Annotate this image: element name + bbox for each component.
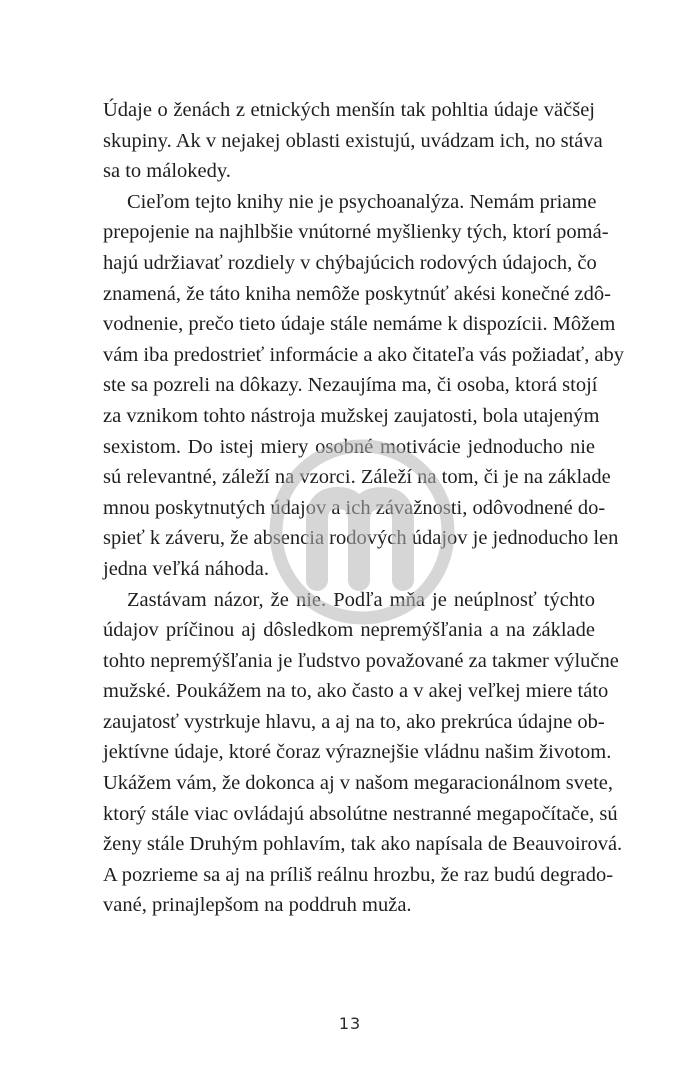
text-line: Cieľom tejto knihy nie je psychoanalýza. Nemám priame — [127, 190, 597, 213]
text-line: spieť k záveru, že absencia rodových údajov je jednoducho len — [103, 527, 619, 550]
text-line: sa to málokedy. — [103, 160, 231, 183]
text-line: vodnenie, prečo tieto údaje stále nemáme k dispozícii. Môžem — [103, 313, 616, 336]
text-line: skupiny. Ak v nejakej oblasti existujú, uvádzam ich, no stáva — [103, 129, 603, 152]
text-line: údajov príčinou aj dôsledkom nepremýšľania a na základe — [103, 619, 595, 642]
text-line: mužské. Poukážem na to, ako často a v akej veľkej miere táto — [103, 680, 609, 703]
text-line: ste sa pozreli na dôkazy. Nezaujíma ma, či osoba, ktorá stojí — [103, 374, 598, 397]
text-line: prepojenie na najhlbšie vnútorné myšlienky tých, ktorí pomá- — [103, 221, 609, 244]
text-line: A pozrieme sa aj na príliš reálnu hrozbu, že raz budú degrado- — [103, 863, 614, 886]
body-text — [103, 95, 625, 921]
text-line: hajú udržiavať rozdiely v chýbajúcich rodových údajoch, čo — [103, 251, 597, 274]
text-line: ktorý stále viac ovládajú absolútne nestranné megapočítače, sú — [103, 802, 618, 825]
text-line: jektívne údaje, ktoré čoraz výraznejšie vládnu našim životom. — [103, 741, 612, 764]
paragraph — [103, 187, 625, 585]
text-line: ženy stále Druhým pohlavím, tak ako napísala de Beauvoirová. — [103, 833, 623, 856]
text-line: jedna veľká náhoda. — [103, 557, 269, 580]
text-line: Údaje o ženách z etnických menšín tak pohltia údaje väčšej — [103, 99, 595, 121]
text-line: za vznikom tohto nástroja mužskej zaujatosti, bola utajeným — [103, 404, 600, 427]
text-line: znamená, že táto kniha nemôže poskytnúť akési konečné zdô- — [103, 282, 611, 305]
page-number: 13 — [338, 1014, 362, 1033]
text-line: tohto nepremýšľania je ľudstvo považované za takmer výlučne — [103, 649, 619, 672]
text-line: Ukážem vám, že dokonca aj v našom megaracionálnom svete, — [103, 772, 614, 795]
text-line: mnou poskytnutých údajov a ich závažnosti, odôvodnené do- — [103, 496, 606, 519]
text-line: vané, prinajlepšom na poddruh muža. — [103, 894, 412, 917]
text-line: vám iba predostrieť informácie a ako čitateľa vás požiadať, aby — [103, 343, 625, 366]
text-line: sexistom. Do istej miery osobné motivácie jednoducho nie — [103, 435, 595, 458]
paragraph — [103, 585, 623, 922]
text-line: sú relevantné, záleží na vzorci. Záleží na tom, či je na základe — [103, 466, 611, 489]
text-line: Zastávam názor, že nie. Podľa mňa je neúplnosť týchto — [127, 588, 595, 611]
paragraph — [103, 95, 603, 187]
text-line: zaujatosť vystrkuje hlavu, a aj na to, ako prekrúca údajne ob- — [103, 710, 605, 733]
